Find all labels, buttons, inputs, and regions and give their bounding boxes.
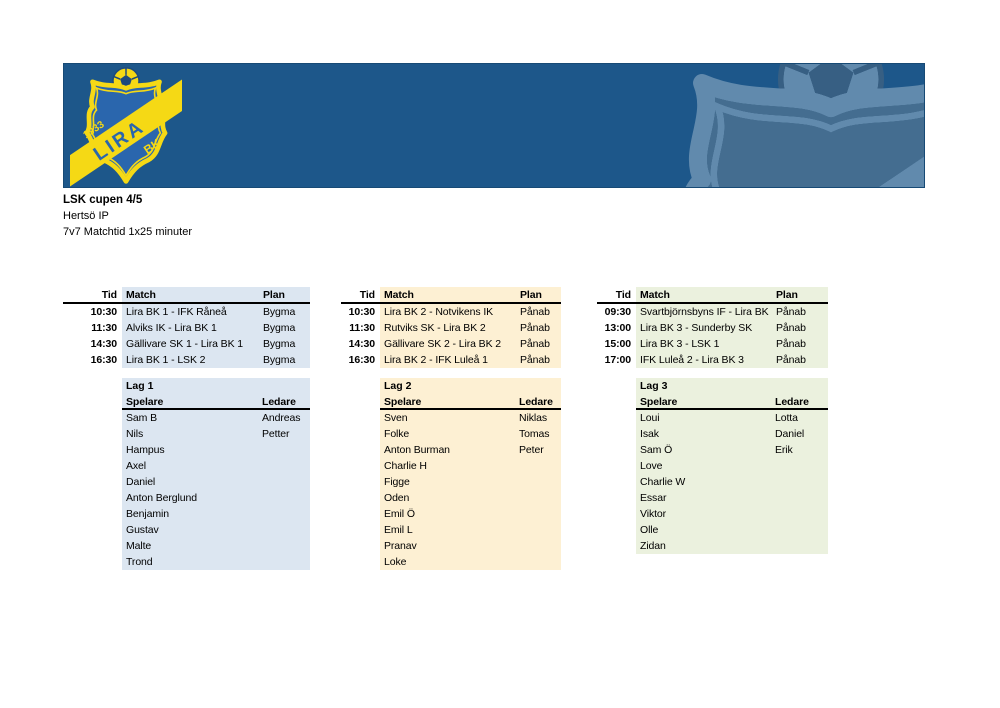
roster-row: [122, 410, 310, 426]
venue: Hertsö IP: [63, 210, 109, 222]
lira-bk-logo: [70, 66, 182, 187]
schedule-row: [341, 352, 561, 368]
schedule-row: [63, 352, 310, 368]
match-cell: Rutviks SK - Lira BK 2: [380, 320, 516, 336]
team-title: Lag 3: [640, 380, 668, 392]
roster-row: [122, 538, 310, 554]
plan-cell: Bygma: [259, 320, 310, 336]
match-cell: Lira BK 1 - LSK 2: [122, 352, 259, 368]
plan-cell: Pånab: [516, 304, 561, 320]
schedule-row: [597, 336, 828, 352]
schedule-row: [597, 320, 828, 336]
team-title: Lag 2: [384, 380, 412, 392]
ledare-cell: [259, 442, 310, 458]
ledare-cell: [516, 554, 561, 570]
spelare-cell: Daniel: [126, 476, 156, 488]
ledare-cell: Tomas: [519, 428, 550, 440]
ledare-cell: Andreas: [262, 412, 301, 424]
ledare-cell: [259, 554, 310, 570]
roster-row: [380, 538, 561, 554]
spelare-cell: Anton Berglund: [126, 492, 197, 504]
roster-row: [636, 442, 828, 458]
tid-cell: 16:30: [90, 354, 117, 366]
match-cell: Svartbjörnsbyns IF - Lira BK: [636, 304, 772, 320]
ledare-header: Ledare: [262, 396, 296, 408]
match-header: Match: [380, 287, 516, 302]
lira-bk-logo-watermark: [616, 63, 925, 188]
ledare-cell: [772, 538, 828, 554]
match-cell: Gällivare SK 2 - Lira BK 2: [380, 336, 516, 352]
spelare-header: Spelare: [640, 396, 678, 408]
ledare-header: Ledare: [775, 396, 809, 408]
roster-row: [380, 506, 561, 522]
roster-row: [636, 522, 828, 538]
spelare-cell: Charlie W: [640, 476, 686, 488]
tid-cell: 10:30: [348, 306, 375, 318]
schedule-row: [597, 352, 828, 368]
tid-cell: 14:30: [90, 338, 117, 350]
roster-row: [380, 442, 561, 458]
club-banner: [63, 63, 925, 188]
match-header: Match: [636, 287, 772, 302]
schedule-row: [597, 304, 828, 320]
ledare-cell: [516, 538, 561, 554]
schedule-row: [341, 336, 561, 352]
schedule-header-row: [341, 287, 561, 304]
roster-row: [122, 426, 310, 442]
tid-cell: 11:30: [91, 322, 117, 334]
spelare-cell: Emil Ö: [384, 508, 415, 520]
tid-cell: 17:00: [604, 354, 631, 366]
spelare-cell: Gustav: [126, 524, 159, 536]
roster-row: [380, 410, 561, 426]
plan-cell: Pånab: [516, 320, 561, 336]
plan-cell: Bygma: [259, 304, 310, 320]
roster-header-row: [380, 394, 561, 410]
match-header: Match: [122, 287, 259, 302]
ledare-cell: [772, 506, 828, 522]
plan-cell: Pånab: [516, 352, 561, 368]
tid-header: Tid: [101, 289, 117, 301]
plan-cell: Pånab: [516, 336, 561, 352]
title-block: [63, 192, 192, 240]
roster-row: [380, 490, 561, 506]
roster-row: [122, 442, 310, 458]
ledare-cell: [259, 490, 310, 506]
spelare-cell: Isak: [640, 428, 659, 440]
schedule-header-row: [63, 287, 310, 304]
spelare-cell: Sam Ö: [640, 444, 673, 456]
ledare-cell: [772, 490, 828, 506]
spelare-cell: Emil L: [384, 524, 413, 536]
ledare-cell: Petter: [262, 428, 290, 440]
spelare-cell: Nils: [126, 428, 144, 440]
spelare-cell: Olle: [640, 524, 659, 536]
plan-cell: Pånab: [772, 336, 828, 352]
ledare-cell: [772, 522, 828, 538]
roster-row: [380, 554, 561, 570]
plan-header: Plan: [259, 287, 310, 302]
tid-header: Tid: [615, 289, 631, 301]
ledare-cell: Lotta: [775, 412, 798, 424]
ledare-cell: [516, 474, 561, 490]
roster-row: [380, 458, 561, 474]
spelare-cell: Folke: [384, 428, 410, 440]
spelare-cell: Pranav: [384, 540, 417, 552]
plan-cell: Bygma: [259, 352, 310, 368]
roster-row: [380, 426, 561, 442]
ledare-cell: [516, 506, 561, 522]
spelare-cell: Benjamin: [126, 508, 169, 520]
plan-header: Plan: [516, 287, 561, 302]
spelare-cell: Sven: [384, 412, 408, 424]
ledare-cell: Erik: [775, 444, 793, 456]
tid-cell: 16:30: [348, 354, 375, 366]
schedule-table-lag2: [341, 287, 561, 368]
spelare-cell: Figge: [384, 476, 410, 488]
ledare-cell: [259, 538, 310, 554]
spelare-cell: Oden: [384, 492, 410, 504]
spelare-cell: Essar: [640, 492, 667, 504]
schedule-row: [341, 320, 561, 336]
roster-row: [122, 458, 310, 474]
schedule-table-lag1: [63, 287, 310, 368]
roster-row: [636, 490, 828, 506]
ledare-cell: [772, 458, 828, 474]
plan-cell: Pånab: [772, 304, 828, 320]
plan-cell: Bygma: [259, 336, 310, 352]
ledare-cell: Daniel: [775, 428, 805, 440]
schedule-row: [63, 336, 310, 352]
match-cell: Lira BK 3 - Sunderby SK: [636, 320, 772, 336]
event-title: LSK cupen 4/5: [63, 194, 143, 206]
roster-row: [122, 554, 310, 570]
schedule-table-lag3: [597, 287, 828, 368]
match-cell: Lira BK 2 - Notvikens IK: [380, 304, 516, 320]
match-cell: Lira BK 3 - LSK 1: [636, 336, 772, 352]
roster-row: [122, 522, 310, 538]
tid-cell: 10:30: [90, 306, 117, 318]
tid-cell: 13:00: [604, 322, 631, 334]
match-cell: IFK Luleå 2 - Lira BK 3: [636, 352, 772, 368]
spelare-cell: Charlie H: [384, 460, 427, 472]
roster-table-lag3: [636, 378, 828, 554]
roster-header-row: [122, 394, 310, 410]
tid-cell: 11:30: [349, 322, 375, 334]
schedule-row: [63, 320, 310, 336]
spelare-cell: Sam B: [126, 412, 158, 424]
tid-header: Tid: [359, 289, 375, 301]
schedule-row: [63, 304, 310, 320]
roster-row: [380, 522, 561, 538]
format-note: 7v7 Matchtid 1x25 minuter: [63, 226, 193, 238]
match-cell: Lira BK 2 - IFK Luleå 1: [380, 352, 516, 368]
spelare-cell: Trond: [126, 556, 153, 568]
spelare-cell: Malte: [126, 540, 152, 552]
ledare-cell: [516, 522, 561, 538]
spelare-cell: Anton Burman: [384, 444, 450, 456]
plan-cell: Pånab: [772, 320, 828, 336]
plan-header: Plan: [772, 287, 828, 302]
tid-cell: 14:30: [348, 338, 375, 350]
match-cell: Gällivare SK 1 - Lira BK 1: [122, 336, 259, 352]
match-cell: Lira BK 1 - IFK Råneå: [122, 304, 259, 320]
spelare-header: Spelare: [384, 396, 422, 408]
spelare-cell: Loke: [384, 556, 407, 568]
spelare-cell: Hampus: [126, 444, 165, 456]
roster-row: [636, 506, 828, 522]
ledare-cell: [259, 474, 310, 490]
roster-row: [636, 410, 828, 426]
spelare-cell: Axel: [126, 460, 147, 472]
ledare-header: Ledare: [519, 396, 553, 408]
roster-table-lag1: [122, 378, 310, 570]
roster-row: [636, 458, 828, 474]
spelare-cell: Viktor: [640, 508, 667, 520]
ledare-cell: [516, 490, 561, 506]
roster-header-row: [636, 394, 828, 410]
team-title: Lag 1: [126, 380, 154, 392]
ledare-cell: [259, 458, 310, 474]
ledare-cell: [259, 522, 310, 538]
spelare-cell: Love: [640, 460, 663, 472]
match-cell: Alviks IK - Lira BK 1: [122, 320, 259, 336]
roster-row: [122, 490, 310, 506]
spelare-cell: Zidan: [640, 540, 666, 552]
ledare-cell: [259, 506, 310, 522]
roster-row: [636, 426, 828, 442]
roster-row: [380, 474, 561, 490]
ledare-cell: Niklas: [519, 412, 547, 424]
spelare-cell: Loui: [640, 412, 660, 424]
ledare-cell: [772, 474, 828, 490]
spelare-header: Spelare: [126, 396, 164, 408]
roster-row: [636, 538, 828, 554]
roster-row: [122, 506, 310, 522]
ledare-cell: Peter: [519, 444, 544, 456]
plan-cell: Pånab: [772, 352, 828, 368]
roster-row: [122, 474, 310, 490]
roster-table-lag2: [380, 378, 561, 570]
tid-cell: 09:30: [604, 306, 631, 318]
ledare-cell: [516, 458, 561, 474]
roster-row: [636, 474, 828, 490]
schedule-header-row: [597, 287, 828, 304]
tid-cell: 15:00: [604, 338, 631, 350]
schedule-row: [341, 304, 561, 320]
